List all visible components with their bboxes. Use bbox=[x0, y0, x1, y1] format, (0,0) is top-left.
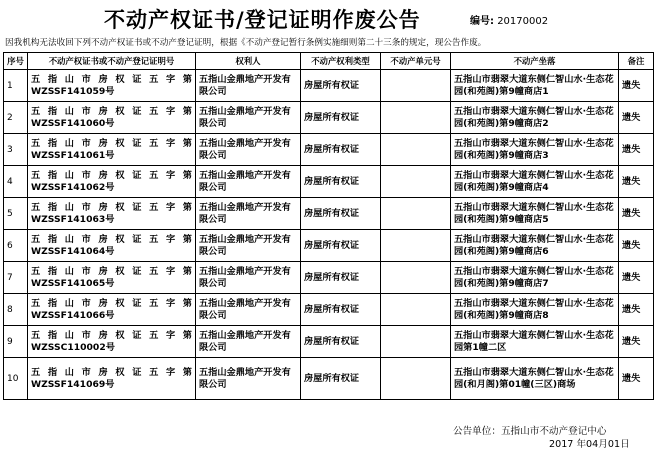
right-type: 房屋所有权证 bbox=[301, 134, 381, 166]
property-location: 五指山市翡翠大道东侧仁智山水·生态花园(和苑阁)第9幢商店1 bbox=[451, 70, 619, 102]
col-header-no: 序号 bbox=[4, 53, 28, 70]
owner-name: 五指山金鼎地产开发有限公司 bbox=[196, 230, 301, 262]
unit-number bbox=[381, 70, 451, 102]
row-number: 2 bbox=[4, 102, 28, 134]
table-row bbox=[4, 70, 654, 102]
doc-number-value: 20170002 bbox=[497, 16, 549, 27]
table-row bbox=[4, 358, 654, 400]
remark: 遗失 bbox=[619, 230, 654, 262]
unit-number bbox=[381, 230, 451, 262]
table-header-row bbox=[4, 53, 654, 70]
owner-name: 五指山金鼎地产开发有限公司 bbox=[196, 198, 301, 230]
cert-number bbox=[28, 166, 196, 198]
row-number: 8 bbox=[4, 294, 28, 326]
property-location: 五指山市翡翠大道东侧仁智山水·生态花园(和苑阁)第9幢商店8 bbox=[451, 294, 619, 326]
cert-prefix: 五指山市房权证五字第 bbox=[31, 265, 192, 277]
cert-code: WZSSF141060号 bbox=[31, 117, 115, 129]
owner-name: 五指山金鼎地产开发有限公司 bbox=[196, 166, 301, 198]
right-type: 房屋所有权证 bbox=[301, 294, 381, 326]
property-location: 五指山市翡翠大道东侧仁智山水·生态花园(和苑阁)第9幢商店6 bbox=[451, 230, 619, 262]
right-type: 房屋所有权证 bbox=[301, 262, 381, 294]
table-row bbox=[4, 294, 654, 326]
cert-code: WZSSF141063号 bbox=[31, 213, 115, 225]
property-location: 五指山市翡翠大道东侧仁智山水·生态花园第1幢二区 bbox=[451, 326, 619, 358]
header bbox=[0, 4, 655, 32]
row-number: 1 bbox=[4, 70, 28, 102]
cert-prefix: 五指山市房权证五字第 bbox=[31, 169, 192, 181]
cert-number bbox=[28, 326, 196, 358]
cert-code: WZSSF141064号 bbox=[31, 245, 115, 257]
right-type: 房屋所有权证 bbox=[301, 198, 381, 230]
property-location: 五指山市翡翠大道东侧仁智山水·生态花园(和月阁)第01幢(三区)商场 bbox=[451, 358, 619, 400]
right-type: 房屋所有权证 bbox=[301, 326, 381, 358]
owner-name: 五指山金鼎地产开发有限公司 bbox=[196, 326, 301, 358]
right-type: 房屋所有权证 bbox=[301, 166, 381, 198]
cert-number bbox=[28, 262, 196, 294]
property-location: 五指山市翡翠大道东侧仁智山水·生态花园(和苑阁)第9幢商店4 bbox=[451, 166, 619, 198]
remark: 遗失 bbox=[619, 326, 654, 358]
table-row bbox=[4, 102, 654, 134]
row-number: 9 bbox=[4, 326, 28, 358]
cert-prefix: 五指山市房权证五字第 bbox=[31, 366, 192, 378]
property-location: 五指山市翡翠大道东侧仁智山水·生态花园(和苑阁)第9幢商店2 bbox=[451, 102, 619, 134]
right-type: 房屋所有权证 bbox=[301, 358, 381, 400]
right-type: 房屋所有权证 bbox=[301, 70, 381, 102]
remark: 遗失 bbox=[619, 262, 654, 294]
property-location: 五指山市翡翠大道东侧仁智山水·生态花园(和苑阁)第9幢商店7 bbox=[451, 262, 619, 294]
cert-prefix: 五指山市房权证五字第 bbox=[31, 201, 192, 213]
unit-number bbox=[381, 166, 451, 198]
owner-name: 五指山金鼎地产开发有限公司 bbox=[196, 294, 301, 326]
cert-code: WZSSF141065号 bbox=[31, 277, 115, 289]
table-row bbox=[4, 198, 654, 230]
table-row bbox=[4, 262, 654, 294]
cert-code: WZSSC110002号 bbox=[31, 341, 115, 353]
cert-code: WZSSF141066号 bbox=[31, 309, 115, 321]
cert-prefix: 五指山市房权证五字第 bbox=[31, 233, 192, 245]
cert-code: WZSSF141062号 bbox=[31, 181, 115, 193]
row-number: 6 bbox=[4, 230, 28, 262]
unit-number bbox=[381, 294, 451, 326]
row-number: 10 bbox=[4, 358, 28, 400]
col-header-location: 不动产坐落 bbox=[451, 53, 619, 70]
cert-number bbox=[28, 102, 196, 134]
right-type: 房屋所有权证 bbox=[301, 230, 381, 262]
row-number: 7 bbox=[4, 262, 28, 294]
col-header-cert: 不动产权证书或不动产登记证明号 bbox=[28, 53, 196, 70]
remark: 遗失 bbox=[619, 198, 654, 230]
unit-number bbox=[381, 358, 451, 400]
remark: 遗失 bbox=[619, 358, 654, 400]
footer-date: 2017 年04月01日 bbox=[549, 439, 630, 450]
unit-number bbox=[381, 198, 451, 230]
cert-number bbox=[28, 134, 196, 166]
owner-name: 五指山金鼎地产开发有限公司 bbox=[196, 70, 301, 102]
cert-prefix: 五指山市房权证五字第 bbox=[31, 297, 192, 309]
property-location: 五指山市翡翠大道东侧仁智山水·生态花园(和苑阁)第9幢商店5 bbox=[451, 198, 619, 230]
col-header-unit: 不动产单元号 bbox=[381, 53, 451, 70]
notice-table bbox=[3, 52, 654, 400]
remark: 遗失 bbox=[619, 166, 654, 198]
table-body bbox=[4, 70, 654, 400]
page-title: 不动产权证书/登记证明作废公告 bbox=[104, 8, 421, 32]
unit-number bbox=[381, 102, 451, 134]
cert-number bbox=[28, 70, 196, 102]
row-number: 4 bbox=[4, 166, 28, 198]
col-header-note: 备注 bbox=[619, 53, 654, 70]
footer-issuer: 公告单位：五指山市不动产登记中心 bbox=[453, 426, 607, 437]
row-number: 3 bbox=[4, 134, 28, 166]
col-header-owner: 权利人 bbox=[196, 53, 301, 70]
property-location: 五指山市翡翠大道东侧仁智山水·生态花园(和苑阁)第9幢商店3 bbox=[451, 134, 619, 166]
row-number: 5 bbox=[4, 198, 28, 230]
cert-number bbox=[28, 358, 196, 400]
remark: 遗失 bbox=[619, 102, 654, 134]
right-type: 房屋所有权证 bbox=[301, 102, 381, 134]
cert-number bbox=[28, 230, 196, 262]
table-row bbox=[4, 326, 654, 358]
owner-name: 五指山金鼎地产开发有限公司 bbox=[196, 262, 301, 294]
table-row bbox=[4, 166, 654, 198]
owner-name: 五指山金鼎地产开发有限公司 bbox=[196, 102, 301, 134]
owner-name: 五指山金鼎地产开发有限公司 bbox=[196, 134, 301, 166]
cert-code: WZSSF141059号 bbox=[31, 85, 115, 97]
cert-prefix: 五指山市房权证五字第 bbox=[31, 137, 192, 149]
doc-number-label: 编号: bbox=[470, 16, 494, 27]
remark: 遗失 bbox=[619, 134, 654, 166]
cert-number bbox=[28, 294, 196, 326]
col-header-type: 不动产权利类型 bbox=[301, 53, 381, 70]
remark: 遗失 bbox=[619, 70, 654, 102]
intro-text: 因我机构无法收回下列不动产权证书或不动产登记证明，根据《不动产登记暂行条例实施细则第二十三条的规定，现公告作废。 bbox=[5, 38, 487, 48]
unit-number bbox=[381, 262, 451, 294]
doc-number bbox=[470, 12, 548, 27]
cert-code: WZSSF141069号 bbox=[31, 378, 115, 390]
unit-number bbox=[381, 326, 451, 358]
cert-code: WZSSF141061号 bbox=[31, 149, 115, 161]
cert-number bbox=[28, 198, 196, 230]
cert-prefix: 五指山市房权证五字第 bbox=[31, 73, 192, 85]
table-row bbox=[4, 230, 654, 262]
cert-prefix: 五指山市房权证五字第 bbox=[31, 329, 192, 341]
cert-prefix: 五指山市房权证五字第 bbox=[31, 105, 192, 117]
remark: 遗失 bbox=[619, 294, 654, 326]
table-row bbox=[4, 134, 654, 166]
unit-number bbox=[381, 134, 451, 166]
owner-name: 五指山金鼎地产开发有限公司 bbox=[196, 358, 301, 400]
